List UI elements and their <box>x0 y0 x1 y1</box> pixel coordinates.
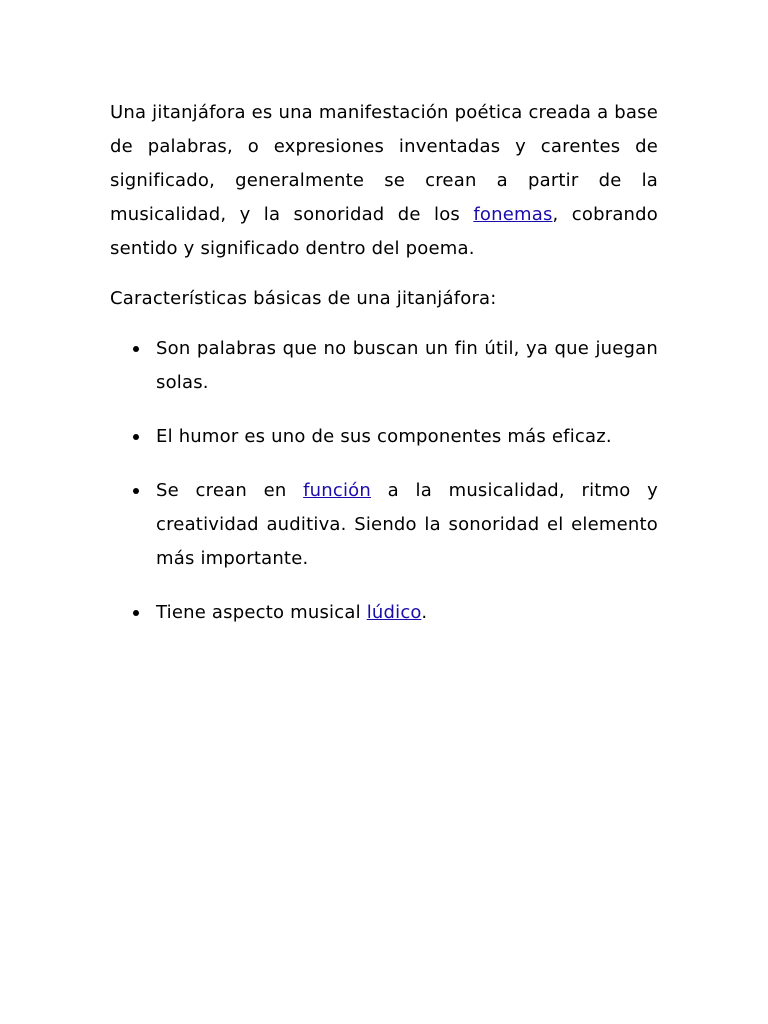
list-item-text: Son palabras que no buscan un fin útil, ya que juegan solas. <box>156 338 658 393</box>
list-item-text-before: Se crean en <box>156 480 304 501</box>
list-item-text: El humor es uno de sus componentes más eficaz. <box>156 426 612 447</box>
intro-paragraph <box>110 96 658 266</box>
bullet-icon <box>133 488 139 494</box>
bullet-icon <box>133 346 139 352</box>
characteristics-heading: Características básicas de una jitanjáfora: <box>110 288 497 309</box>
intro-text-part1: Una jitanjáfora es una manifestación poética creada a base de palabras, o expresiones inventadas y carentes de significado, generalmente se crean a partir de la musicalidad, y la sonoridad de los <box>110 102 658 225</box>
list-item-text-after: . <box>421 602 428 623</box>
intro-text-part2: , cobrando sentido y significado dentro del poema. <box>110 204 658 259</box>
list-item <box>156 474 658 576</box>
list-item <box>156 332 658 400</box>
list-item <box>156 420 658 454</box>
ludico-link[interactable]: lúdico <box>366 602 422 623</box>
list-item-text-before: Tiene aspecto musical <box>156 602 367 623</box>
bullet-icon <box>133 434 139 440</box>
list-item <box>156 596 658 630</box>
funcion-link[interactable]: función <box>303 480 371 501</box>
fonemas-link[interactable]: fonemas <box>473 204 553 225</box>
bullet-icon <box>133 610 139 616</box>
characteristics-list <box>110 332 658 630</box>
list-item-text-after: a la musicalidad, ritmo y creatividad auditiva. Siendo la sonoridad el elemento más importante. <box>156 480 658 569</box>
